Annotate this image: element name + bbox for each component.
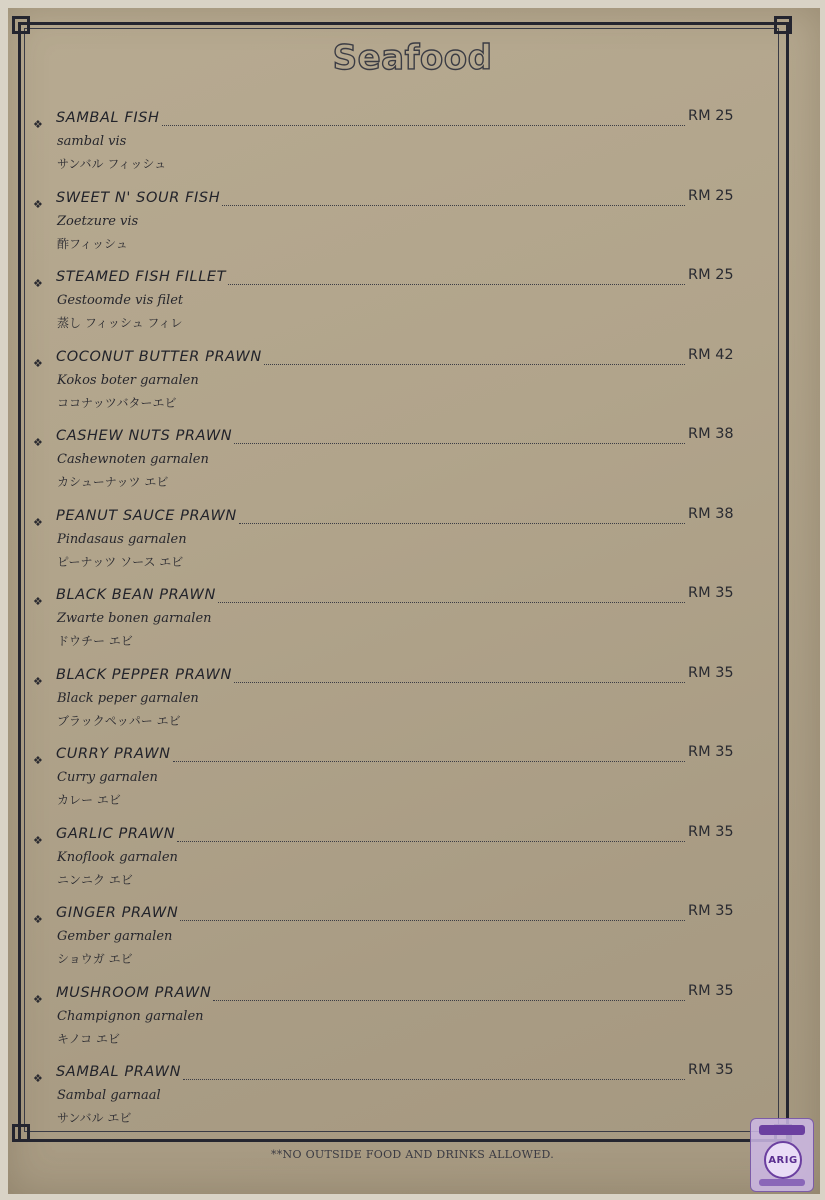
- dotted-leader: [228, 284, 685, 285]
- dotted-leader: [234, 443, 685, 444]
- dotted-leader: [218, 602, 685, 603]
- dotted-leader: [173, 761, 685, 762]
- frame-corner-top-left: [12, 16, 30, 34]
- dotted-leader: [264, 364, 685, 365]
- item-dutch-name: Zoetzure vis: [57, 213, 139, 229]
- item-japanese-name: 蒸し フィッシュ フィレ: [57, 316, 183, 330]
- item-dutch-name: Zwarte bonen garnalen: [57, 611, 212, 626]
- bullet-icon: ❖: [33, 118, 43, 131]
- item-name: SAMBAL FISH: [56, 110, 160, 126]
- watermark-logo: [750, 1118, 814, 1192]
- item-price: RM 25: [688, 187, 734, 204]
- item-name: CURRY PRAWN: [56, 746, 171, 762]
- item-japanese-name: ショウガ エビ: [57, 952, 133, 966]
- item-japanese-name: ニンニク エビ: [57, 872, 133, 887]
- menu-item: [0, 587, 825, 657]
- dotted-leader: [234, 682, 685, 683]
- item-japanese-name: ブラックペッパー エビ: [57, 713, 181, 728]
- item-price: RM 35: [688, 823, 734, 840]
- menu-item: [0, 982, 825, 1055]
- bullet-icon: ❖: [33, 674, 43, 688]
- item-name: BLACK PEPPER PRAWN: [56, 666, 232, 683]
- menu-item: [0, 505, 825, 578]
- item-japanese-name: ピーナッツ ソース エビ: [57, 554, 184, 569]
- dotted-leader: [177, 841, 685, 842]
- menu-item: [0, 269, 825, 339]
- item-name: STEAMED FISH FILLET: [56, 269, 227, 285]
- menu-item: [0, 110, 825, 180]
- item-price: RM 25: [688, 267, 734, 283]
- item-japanese-name: カシューナッツ エビ: [57, 475, 169, 489]
- item-name: BLACK BEAN PRAWN: [56, 587, 216, 603]
- bullet-icon: ❖: [33, 1072, 43, 1085]
- bullet-icon: ❖: [33, 595, 43, 608]
- item-dutch-name: Sambal garnaal: [57, 1088, 161, 1103]
- menu-item: [0, 346, 825, 419]
- menu-item: [0, 428, 825, 498]
- menu-item: [0, 187, 825, 260]
- dotted-leader: [162, 125, 685, 126]
- dotted-leader: [213, 1000, 685, 1001]
- item-dutch-name: Gember garnalen: [57, 929, 173, 944]
- watermark-banner: [759, 1125, 805, 1135]
- item-dutch-name: Black peper garnalen: [57, 690, 199, 706]
- bullet-icon: ❖: [33, 436, 43, 449]
- dotted-leader: [180, 920, 685, 921]
- menu-item: [0, 823, 825, 896]
- dotted-leader: [183, 1079, 685, 1080]
- menu-item: [0, 746, 825, 816]
- item-dutch-name: Curry garnalen: [57, 770, 158, 785]
- item-dutch-name: Knoflook garnalen: [57, 849, 178, 865]
- footer-note: **NO OUTSIDE FOOD AND DRINKS ALLOWED.: [270, 1148, 555, 1161]
- menu-item: [0, 1064, 825, 1134]
- item-name: SWEET N' SOUR FISH: [56, 189, 221, 206]
- watermark-base: [759, 1179, 805, 1186]
- item-price: RM 42: [688, 346, 734, 363]
- bullet-icon: ❖: [33, 356, 43, 370]
- bullet-icon: ❖: [33, 992, 43, 1006]
- page-title: Seafood: [332, 38, 493, 78]
- item-price: RM 35: [688, 982, 734, 999]
- item-name: CASHEW NUTS PRAWN: [56, 428, 233, 444]
- menu-item: [0, 905, 825, 975]
- item-japanese-name: ドウチー エビ: [57, 634, 133, 648]
- item-name: GARLIC PRAWN: [56, 825, 176, 842]
- item-price: RM 35: [688, 903, 734, 919]
- item-dutch-name: sambal vis: [57, 134, 127, 149]
- item-dutch-name: Champignon garnalen: [57, 1008, 204, 1024]
- bullet-icon: ❖: [33, 913, 43, 926]
- item-name: MUSHROOM PRAWN: [56, 984, 212, 1001]
- bullet-icon: ❖: [33, 515, 43, 529]
- bullet-icon: ❖: [33, 277, 43, 290]
- bullet-icon: ❖: [33, 197, 43, 211]
- bullet-icon: ❖: [33, 754, 43, 767]
- watermark-badge: ARIG: [764, 1141, 802, 1179]
- item-price: RM 35: [688, 664, 734, 681]
- item-name: COCONUT BUTTER PRAWN: [56, 348, 262, 365]
- dotted-leader: [239, 523, 685, 524]
- item-name: GINGER PRAWN: [56, 905, 179, 921]
- item-dutch-name: Pindasaus garnalen: [57, 531, 187, 547]
- bullet-icon: ❖: [33, 833, 43, 847]
- item-japanese-name: 酢フィッシュ: [57, 236, 128, 251]
- item-name: PEANUT SAUCE PRAWN: [56, 507, 237, 524]
- dotted-leader: [222, 205, 685, 206]
- item-japanese-name: カレー エビ: [57, 793, 121, 807]
- item-japanese-name: サンバル フィッシュ: [57, 157, 167, 171]
- item-price: RM 38: [688, 505, 734, 522]
- item-price: RM 25: [688, 108, 734, 124]
- item-price: RM 35: [688, 585, 734, 601]
- menu-item: [0, 664, 825, 737]
- item-dutch-name: Cashewnoten garnalen: [57, 452, 209, 467]
- item-price: RM 38: [688, 426, 734, 442]
- item-japanese-name: サンバル エビ: [57, 1111, 132, 1125]
- item-japanese-name: キノコ エビ: [57, 1031, 120, 1046]
- frame-corner-top-right: [774, 16, 792, 34]
- item-price: RM 35: [688, 1062, 734, 1078]
- item-price: RM 35: [688, 744, 734, 760]
- item-japanese-name: ココナッツバターエビ: [57, 395, 177, 410]
- item-name: SAMBAL PRAWN: [56, 1064, 182, 1080]
- item-dutch-name: Gestoomde vis filet: [57, 293, 184, 308]
- item-dutch-name: Kokos boter garnalen: [57, 372, 199, 388]
